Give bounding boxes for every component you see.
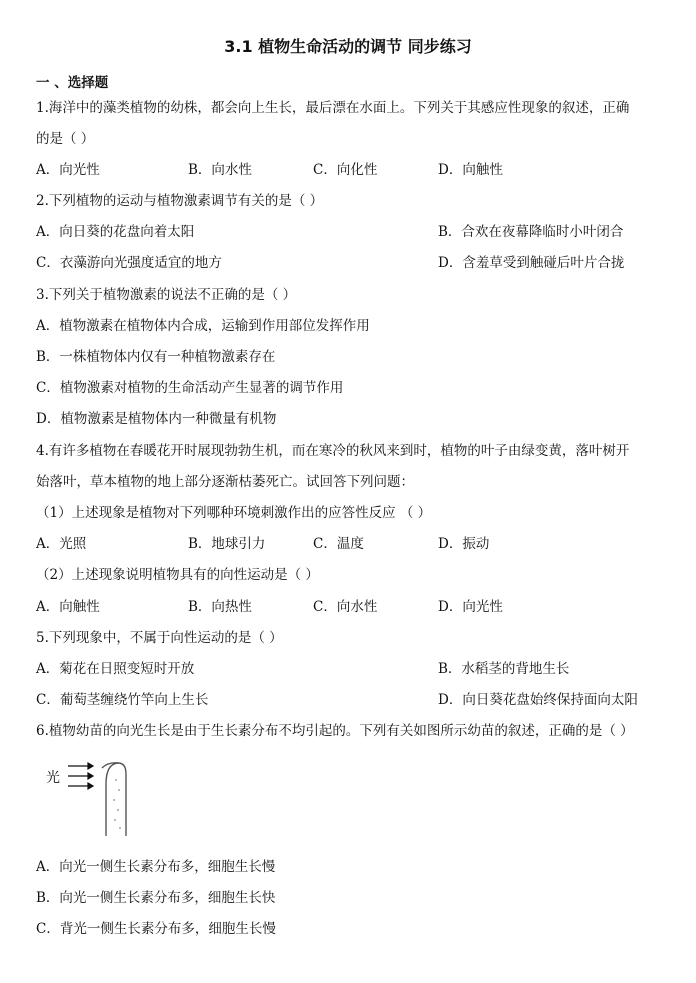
q4-sub1-option-c[interactable]: C．温度	[313, 536, 364, 552]
light-arrow-head-1	[88, 763, 93, 769]
q4-sub2-option-b[interactable]: B．向热性	[188, 599, 252, 615]
light-label: 光	[46, 770, 60, 786]
q4-sub2-option-c[interactable]: C．向水性	[313, 599, 378, 615]
q4-sub2-stem: （2）上述现象说明植物具有的向性运动是（ ）	[36, 567, 319, 583]
q2-option-b[interactable]: B．合欢在夜幕降临时小叶闭合	[438, 224, 624, 240]
q1-option-b[interactable]: B．向水性	[188, 162, 252, 178]
seedling-cells	[113, 779, 121, 829]
q4-stem-line1: 4.有许多植物在春暖花开时展现勃勃生机，而在寒冷的秋风来到时，植物的叶子由绿变黄，落叶树开	[36, 443, 630, 459]
q3-option-b[interactable]: B．一株植物体内仅有一种植物激素存在	[36, 349, 276, 365]
q1-option-c[interactable]: C．向化性	[313, 162, 378, 178]
q5-stem: 5.下列现象中，不属于向性运动的是（ ）	[36, 630, 283, 646]
q2-stem: 2.下列植物的运动与植物激素调节有关的是（ ）	[36, 193, 324, 209]
q6-option-b[interactable]: B．向光一侧生长素分布多，细胞生长快	[36, 890, 276, 906]
q4-sub1-option-b[interactable]: B．地球引力	[188, 536, 266, 552]
q1-stem-line1: 1.海洋中的藻类植物的幼株，都会向上生长，最后漂在水面上。下列关于其感应性现象的叙述，正确	[36, 100, 630, 116]
q4-sub1-option-a[interactable]: A．光照	[36, 536, 87, 552]
q5-option-d[interactable]: D．向日葵花盘始终保持面向太阳	[438, 692, 638, 708]
q3-stem: 3.下列关于植物激素的说法不正确的是（ ）	[36, 287, 297, 303]
q6-option-c[interactable]: C．背光一侧生长素分布多，细胞生长慢	[36, 921, 276, 937]
light-arrows	[68, 763, 93, 789]
q4-sub2-option-a[interactable]: A．向触性	[36, 599, 100, 615]
q5-option-b[interactable]: B．水稻茎的背地生长	[438, 661, 570, 677]
q2-option-c[interactable]: C．衣藻游向光强度适宜的地方	[36, 255, 222, 271]
q4-sub1-stem: （1）上述现象是植物对下列哪种环境刺激作出的应答性反应 （ ）	[36, 505, 432, 521]
q4-sub2-option-d[interactable]: D．向光性	[438, 599, 503, 615]
q5-option-c[interactable]: C．葡萄茎缠绕竹竿向上生长	[36, 692, 209, 708]
q6-option-a[interactable]: A．向光一侧生长素分布多，细胞生长慢	[36, 859, 276, 875]
q3-option-c[interactable]: C．植物激素对植物的生命活动产生显著的调节作用	[36, 380, 344, 396]
section-heading: 一 、选择题	[36, 75, 109, 91]
q3-option-d[interactable]: D．植物激素是植物体内一种微量有机物	[36, 411, 277, 427]
q1-stem-line2: 的是（ ）	[36, 131, 95, 147]
q3-option-a[interactable]: A．植物激素在植物体内合成，运输到作用部位发挥作用	[36, 318, 370, 334]
seedling-figure	[44, 760, 154, 844]
q1-option-d[interactable]: D．向触性	[438, 162, 503, 178]
page-title: 3.1 植物生命活动的调节 同步练习	[224, 37, 472, 56]
q6-stem: 6.植物幼苗的向光生长是由于生长素分布不均引起的。下列有关如图所示幼苗的叙述，正确的是（ ）	[36, 723, 634, 739]
q2-option-a[interactable]: A．向日葵的花盘向着太阳	[36, 224, 195, 240]
q1-option-a[interactable]: A．向光性	[36, 162, 100, 178]
light-arrow-head-2	[88, 773, 93, 779]
q4-stem-line2: 始落叶，草本植物的地上部分逐渐枯萎死亡。试回答下列问题：	[36, 474, 414, 490]
seedling-stem	[106, 763, 126, 836]
light-arrow-head-3	[88, 783, 93, 789]
q5-option-a[interactable]: A．菊花在日照变短时开放	[36, 661, 195, 677]
q2-option-d[interactable]: D．含羞草受到触碰后叶片合拢	[438, 255, 625, 271]
q4-sub1-option-d[interactable]: D．振动	[438, 536, 490, 552]
seedling-phototropism-diagram	[44, 760, 154, 840]
